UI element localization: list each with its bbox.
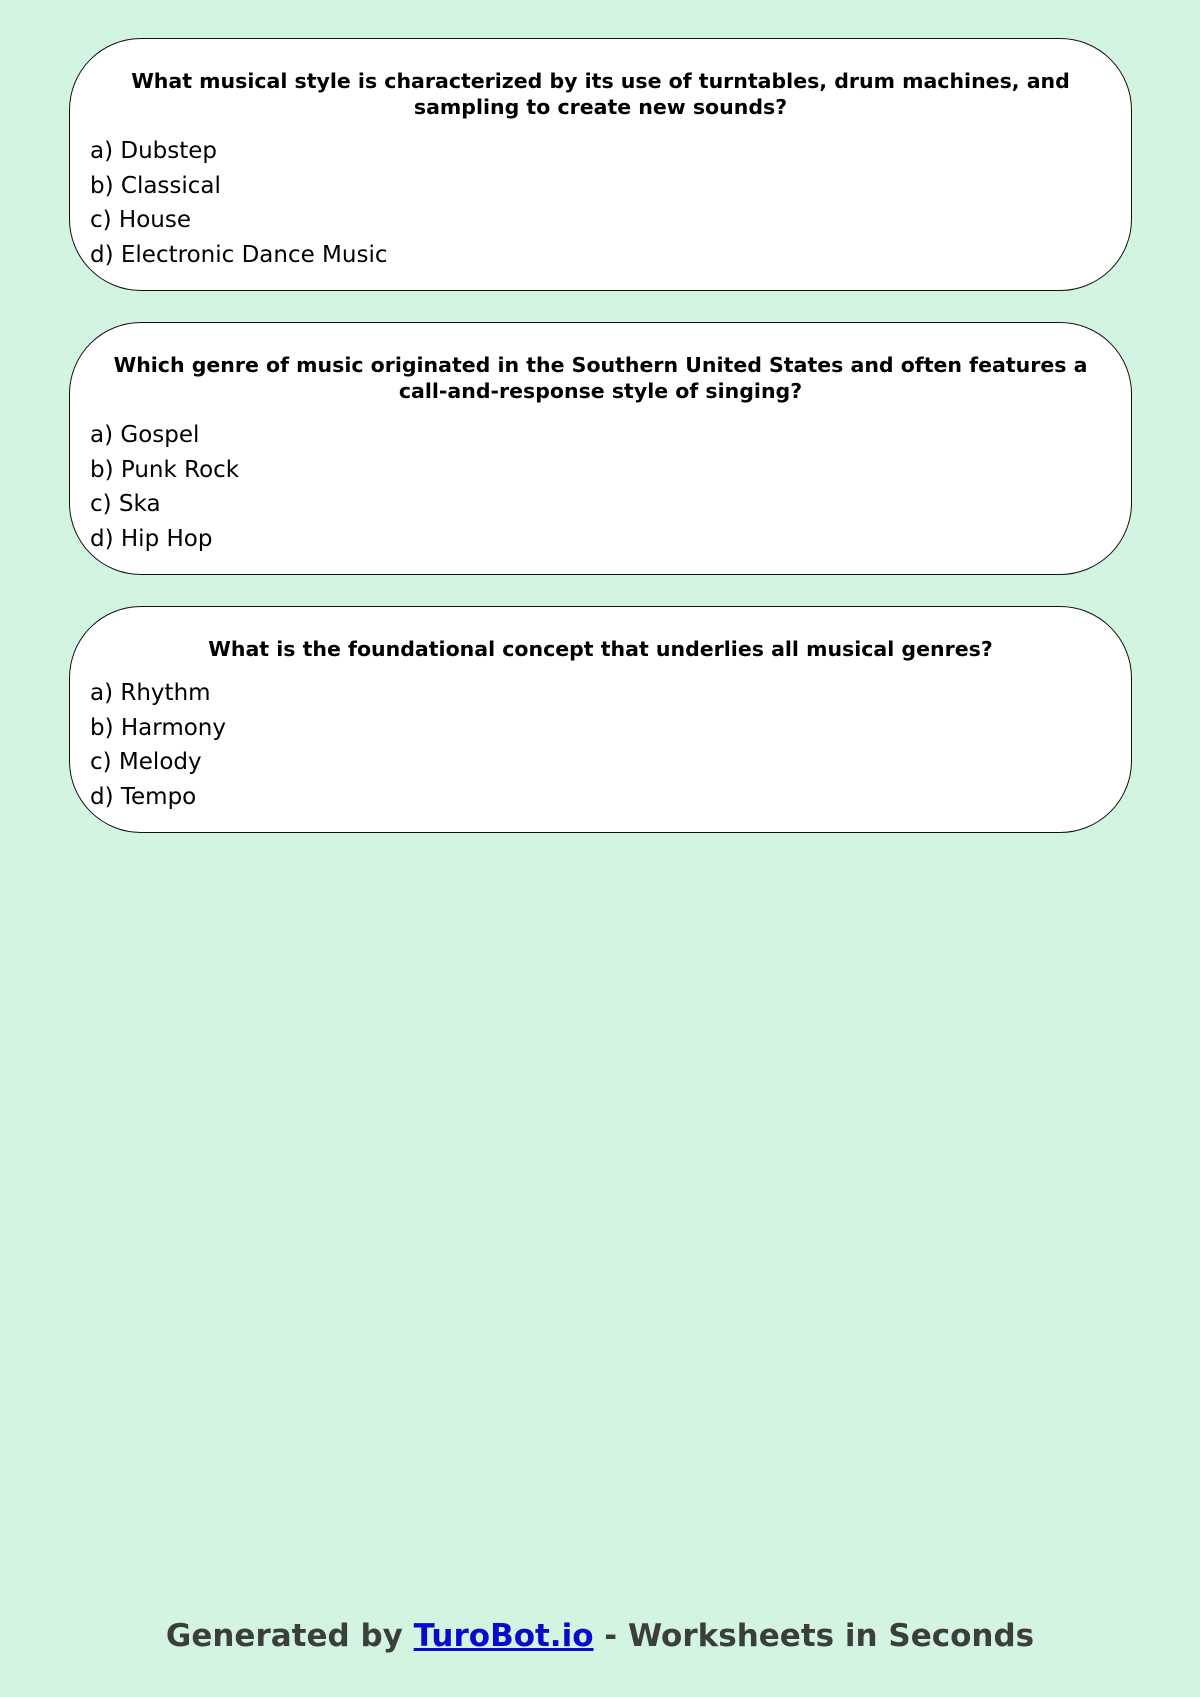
question-text: Which genre of music originated in the Southern United States and often features a call-and-response style of singing? <box>113 353 1088 403</box>
answer-option-b: b) Harmony <box>90 714 226 741</box>
question-card-2 <box>69 322 1132 575</box>
answer-option-a: a) Rhythm <box>90 680 211 706</box>
answer-option-c: c) Melody <box>90 749 202 775</box>
question-text: What musical style is characterized by its use of turntables, drum machines, and sampling to create new sounds? <box>131 69 1070 119</box>
turobot-link[interactable]: TuroBot.io <box>413 1618 594 1654</box>
answer-options <box>90 676 1111 814</box>
question-list <box>69 38 1132 864</box>
footer-prefix: Generated by <box>165 1618 414 1654</box>
answer-option-d: d) Electronic Dance Music <box>90 241 388 268</box>
answer-option-b: b) Punk Rock <box>90 456 240 483</box>
answer-option-d: d) Hip Hop <box>90 525 213 552</box>
question-card-1 <box>69 38 1132 291</box>
footer-suffix: - Worksheets in Seconds <box>593 1618 1035 1654</box>
footer-attribution <box>0 1618 1200 1654</box>
answer-option-a: a) Dubstep <box>90 138 218 164</box>
answer-option-b: b) Classical <box>90 172 221 199</box>
answer-options <box>90 134 1111 272</box>
answer-options <box>90 418 1111 556</box>
answer-option-c: c) House <box>90 207 192 233</box>
question-text: What is the foundational concept that underlies all musical genres? <box>208 637 993 661</box>
answer-option-d: d) Tempo <box>90 783 197 810</box>
answer-option-a: a) Gospel <box>90 422 200 448</box>
question-card-3 <box>69 606 1132 833</box>
answer-option-c: c) Ska <box>90 491 161 517</box>
